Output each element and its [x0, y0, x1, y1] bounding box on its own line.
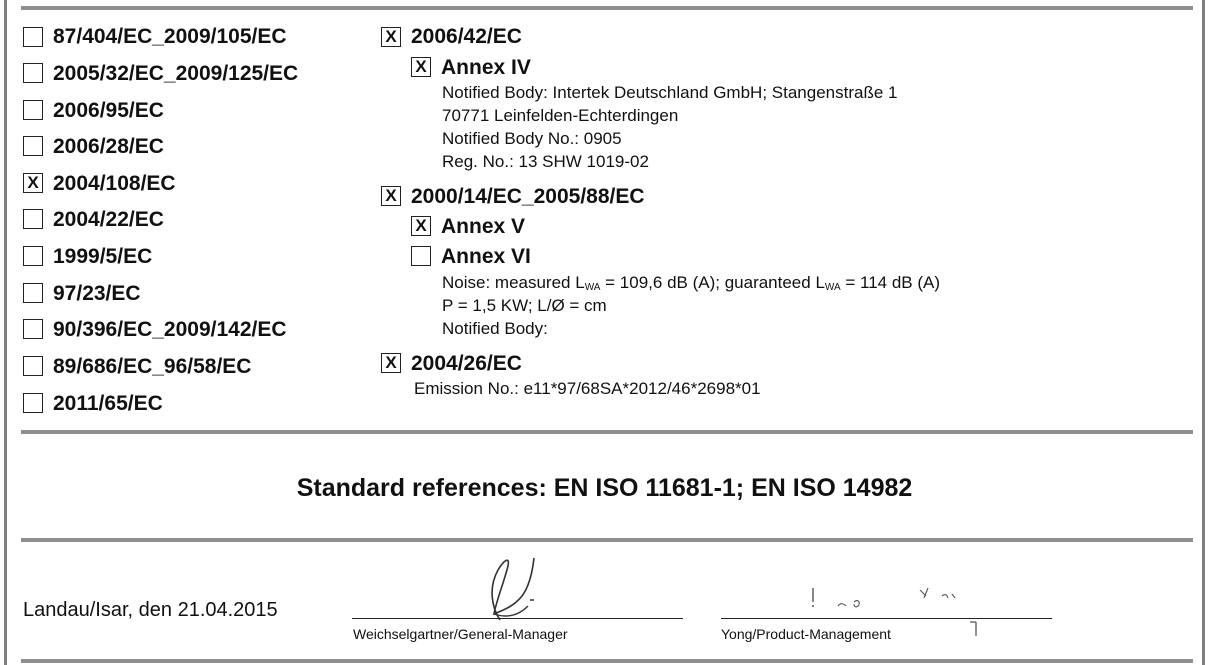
divider-rule	[21, 430, 1193, 434]
noise-line: Noise: measured $L_{WA} = 109,6$ dB (A); guaranteed $L_{WA} = 114$ dB (A)	[442, 273, 941, 293]
place-date: Landau/Isar, den 21.04.2015	[23, 599, 278, 621]
annex-checkbox[interactable]: X	[411, 216, 431, 236]
annex-label: Annex IV	[441, 56, 531, 79]
checkbox[interactable]: X	[381, 186, 401, 206]
signature-image	[470, 548, 560, 628]
checkbox[interactable]	[23, 393, 43, 413]
directive-label: 97/23/EC	[53, 282, 141, 305]
directive-label: 89/686/EC_96/58/EC	[53, 355, 252, 378]
checkbox[interactable]	[23, 209, 43, 229]
signature-line	[721, 618, 1052, 619]
directive-label: 90/396/EC_2009/142/EC	[53, 318, 287, 341]
notified-body-line: Notified Body:	[442, 319, 548, 338]
frame-left-border	[4, 0, 7, 665]
emission-number: Emission No.: e11*97/68SA*2012/46*2698*01	[414, 379, 761, 398]
signature-line	[352, 618, 683, 619]
directive-label: 2011/65/EC	[53, 392, 163, 415]
notified-body-line: Notified Body: Intertek Deutschland GmbH; Stangenstraße 1	[442, 83, 898, 102]
checkbox[interactable]	[23, 283, 43, 303]
directive-label: 2004/26/EC	[411, 352, 522, 375]
checkbox[interactable]	[23, 27, 43, 47]
bottom-rule	[21, 659, 1193, 663]
notified-body-number: Notified Body No.: 0905	[442, 129, 622, 148]
checkbox[interactable]	[23, 319, 43, 339]
address-line: 70771 Leinfelden-Echterdingen	[442, 106, 679, 125]
checkbox[interactable]	[23, 136, 43, 156]
annex-label: Annex V	[441, 215, 526, 238]
reg-number: Reg. No.: 13 SHW 1019-02	[442, 152, 649, 171]
directive-label: 2004/22/EC	[53, 208, 164, 231]
frame-right-border	[1202, 0, 1205, 665]
checkbox[interactable]: X	[381, 353, 401, 373]
checkbox[interactable]	[23, 100, 43, 120]
checkbox[interactable]	[23, 63, 43, 83]
annex-checkbox[interactable]: X	[411, 57, 431, 77]
signature-caption: Weichselgartner/General-Manager	[353, 626, 568, 642]
directive-label: 1999/5/EC	[53, 245, 153, 268]
power-line: P = 1,5 KW; L/Ø = cm	[442, 296, 607, 315]
directive-label: 87/404/EC_2009/105/EC	[53, 25, 287, 48]
checkbox[interactable]	[23, 356, 43, 376]
signature-caption: Yong/Product-Management	[721, 626, 891, 642]
directive-label: 2006/42/EC	[411, 25, 522, 48]
directive-label: 2005/32/EC_2009/125/EC	[53, 62, 299, 85]
divider-rule	[21, 538, 1193, 542]
directive-label: 2000/14/EC_2005/88/EC	[411, 185, 645, 208]
directive-label: 2004/108/EC	[53, 172, 176, 195]
checkbox[interactable]	[23, 246, 43, 266]
directive-label: 2006/28/EC	[53, 135, 164, 158]
checkbox[interactable]: X	[23, 173, 43, 193]
top-rule	[21, 6, 1193, 10]
annex-checkbox[interactable]	[411, 246, 431, 266]
directive-label: 2006/95/EC	[53, 99, 164, 122]
annex-label: Annex VI	[441, 245, 531, 268]
checkbox[interactable]: X	[381, 27, 401, 47]
standard-references: Standard references: EN ISO 11681-1; EN ISO 14982	[296, 474, 913, 502]
